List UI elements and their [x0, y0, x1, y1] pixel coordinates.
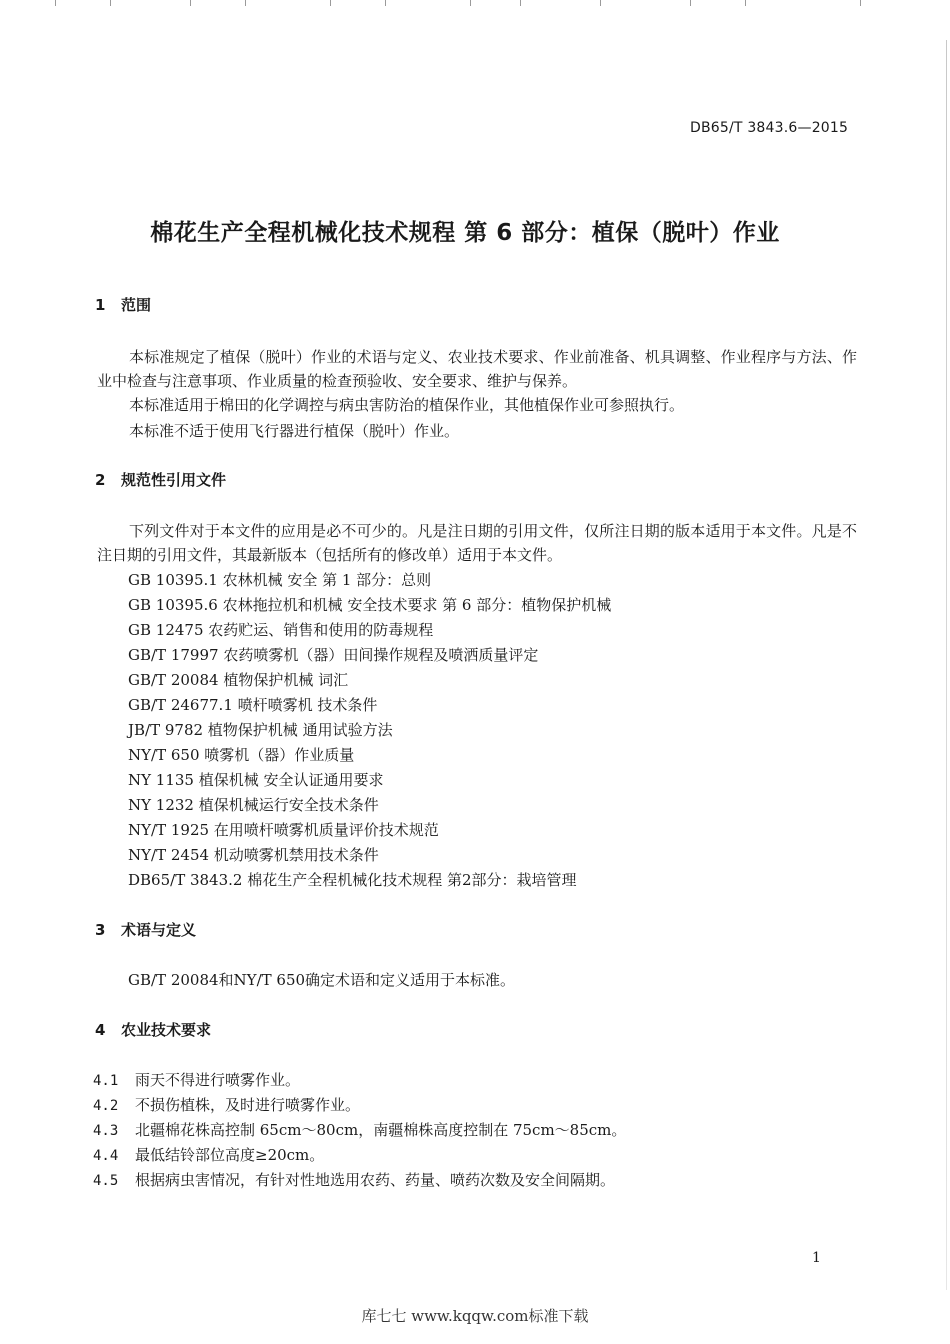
paragraph: 本标准适用于棉田的化学调控与病虫害防治的植保作业，其他植保作业可参照执行。 — [129, 396, 685, 414]
paragraph: GB/T 20084和NY/T 650确定术语和定义适用于本标准。 — [128, 971, 516, 989]
reference-item: GB/T 20084 植物保护机械 词汇 — [128, 671, 349, 689]
page-number: 1 — [812, 1250, 821, 1266]
requirement-item — [93, 1118, 626, 1143]
reference-item: JB/T 9782 植物保护机械 通用试验方法 — [128, 721, 393, 739]
document-code: DB65/T 3843.6—2015 — [690, 120, 849, 136]
reference-item: NY/T 2454 机动喷雾机禁用技术条件 — [128, 846, 379, 864]
reference-item: NY 1232 植保机械运行安全技术条件 — [128, 796, 379, 814]
section-heading-scope — [95, 294, 151, 315]
requirement-item — [93, 1068, 300, 1093]
section-heading-terms — [95, 919, 196, 940]
download-watermark: 库七七 www.kqqw.com标准下载 — [361, 1307, 589, 1325]
section-title: 农业技术要求 — [121, 1021, 212, 1039]
reference-item: GB/T 17997 农药喷雾机（器）田间操作规程及喷洒质量评定 — [128, 646, 539, 664]
section-title: 规范性引用文件 — [121, 471, 227, 489]
requirement-item — [93, 1168, 615, 1193]
reference-item: GB/T 24677.1 喷杆喷雾机 技术条件 — [128, 696, 378, 714]
section-number: 4 — [95, 1021, 106, 1039]
paragraph: 本标准规定了植保（脱叶）作业的术语与定义、农业技术要求、作业前准备、机具调整、作业程序与方法、作业中检查与注意事项、作业质量的检查预验收、安全要求、维护与保养。 — [97, 348, 857, 390]
section-heading-normative-references — [95, 469, 226, 490]
requirement-item — [93, 1093, 360, 1118]
clause-text: 不损伤植株，及时进行喷雾作业。 — [135, 1096, 361, 1114]
clause-number: 4.4 — [93, 1148, 119, 1164]
reference-item: GB 12475 农药贮运、销售和使用的防毒规程 — [128, 621, 434, 639]
section-number: 1 — [95, 296, 106, 314]
scan-artifact-top — [0, 0, 950, 8]
reference-item: GB 10395.6 农林拖拉机和机械 安全技术要求 第 6 部分：植物保护机械 — [128, 596, 612, 614]
clause-number: 4.1 — [93, 1073, 119, 1089]
section-number: 2 — [95, 471, 106, 489]
clause-number: 4.5 — [93, 1173, 119, 1189]
section-number: 3 — [95, 921, 106, 939]
scan-artifact-right-edge — [946, 40, 947, 1290]
reference-item: NY/T 1925 在用喷杆喷雾机质量评价技术规范 — [128, 821, 439, 839]
reference-item: NY/T 650 喷雾机（器）作业质量 — [128, 746, 355, 764]
paragraph: 下列文件对于本文件的应用是必不可少的。凡是注日期的引用文件，仅所注日期的版本适用于本文件。凡是不注日期的引用文件，其最新版本（包括所有的修改单）适用于本文件。 — [97, 522, 857, 564]
reference-item: NY 1135 植保机械 安全认证通用要求 — [128, 771, 384, 789]
clause-text: 最低结铃部位高度≥20cm。 — [135, 1146, 325, 1164]
clause-text: 雨天不得进行喷雾作业。 — [135, 1071, 301, 1089]
clause-text: 根据病虫害情况，有针对性地选用农药、药量、喷药次数及安全间隔期。 — [135, 1171, 616, 1189]
section-heading-agri-requirements — [95, 1019, 211, 1040]
section-title: 术语与定义 — [121, 921, 197, 939]
clause-number: 4.3 — [93, 1123, 119, 1139]
page-title: 棉花生产全程机械化技术规程 第 6 部分：植保（脱叶）作业 — [150, 220, 780, 246]
reference-item: GB 10395.1 农林机械 安全 第 1 部分：总则 — [128, 571, 432, 589]
requirement-item — [93, 1143, 324, 1168]
clause-number: 4.2 — [93, 1098, 119, 1114]
paragraph: 本标准不适于使用飞行器进行植保（脱叶）作业。 — [129, 422, 460, 440]
section-title: 范围 — [121, 296, 152, 314]
clause-text: 北疆棉花株高控制 65cm～80cm，南疆棉株高度控制在 75cm～85cm。 — [135, 1121, 627, 1139]
reference-item: DB65/T 3843.2 棉花生产全程机械化技术规程 第2部分：栽培管理 — [128, 871, 577, 889]
